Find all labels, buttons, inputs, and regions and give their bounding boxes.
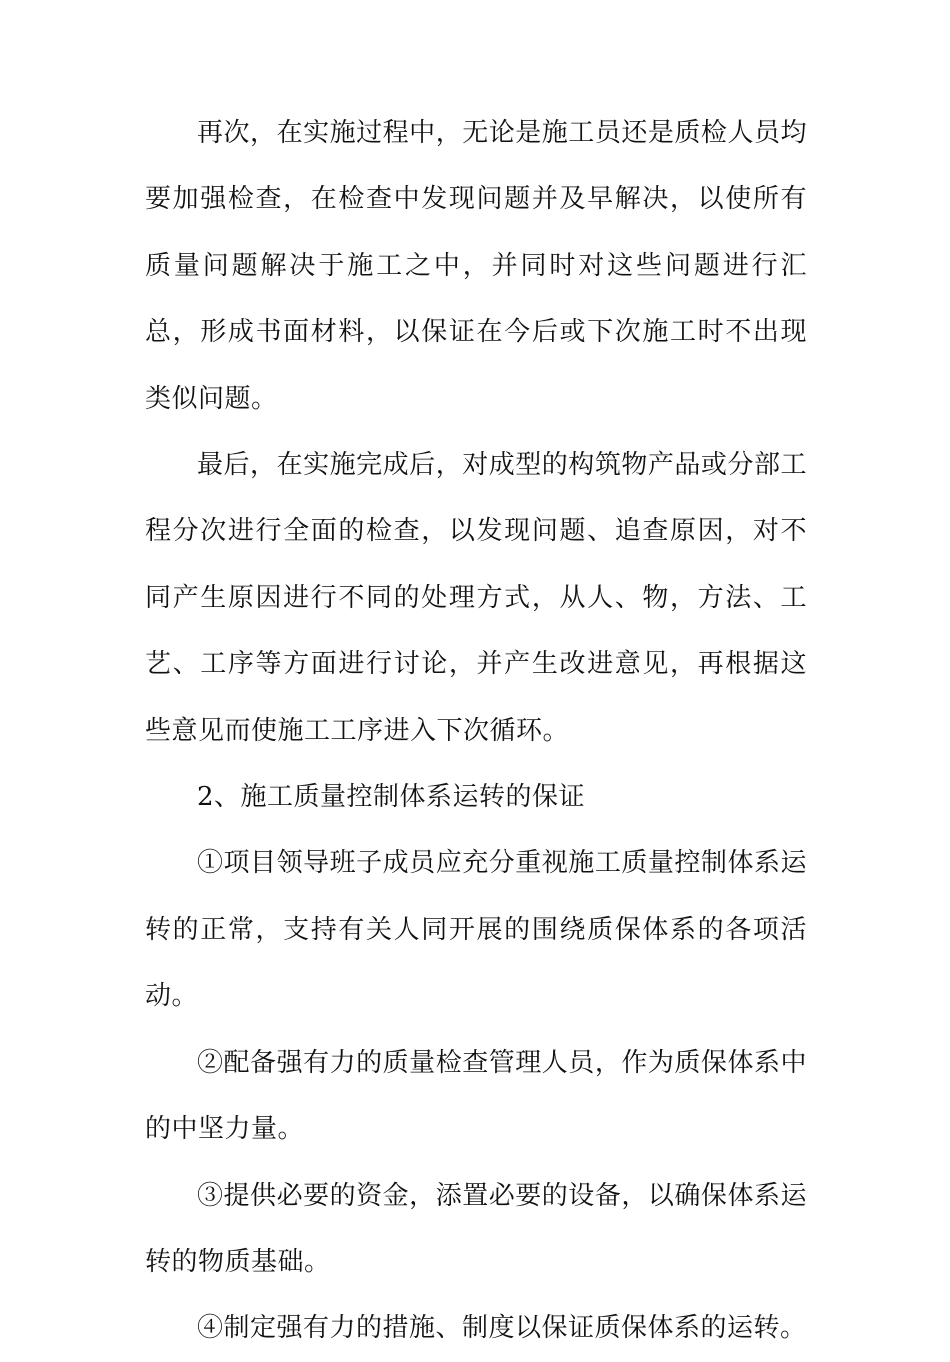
list-item-staffing: ②配备强有力的质量检查管理人员，作为质保体系中的中坚力量。 [145, 1047, 807, 1145]
paragraph-final-inspection: 最后，在实施完成后，对成型的构筑物产品或分部工程分次进行全面的检查，以发现问题、追查原因，对不同产生原因进行不同的处理方式，从人、物，方法、工艺、工序等方面进行讨论，并产生改进意见，再根据这些意见而使施工工序进入下次循环。 [145, 450, 807, 746]
document-body [145, 100, 807, 1362]
list-item-funding: ③提供必要的资金，添置必要的设备，以确保体系运转的物质基础。 [145, 1180, 807, 1277]
list-item-leadership: ①项目领导班子成员应充分重视施工质量控制体系运转的正常，支持有关人同开展的围绕质保体系的各项活动。 [145, 848, 807, 1012]
section-heading: 2、施工质量控制体系运转的保证 [197, 782, 586, 813]
list-item-measures: ④制定强有力的措施、制度以保证质保体系的运转。 [197, 1313, 807, 1344]
paragraph-recheck: 再次，在实施过程中，无论是施工员还是质检人员均要加强检查，在检查中发现问题并及早解决，以使所有质量问题解决于施工之中，并同时对这些问题进行汇总，形成书面材料，以保证在今后或下次施工时不出现类似问题。 [145, 118, 807, 414]
